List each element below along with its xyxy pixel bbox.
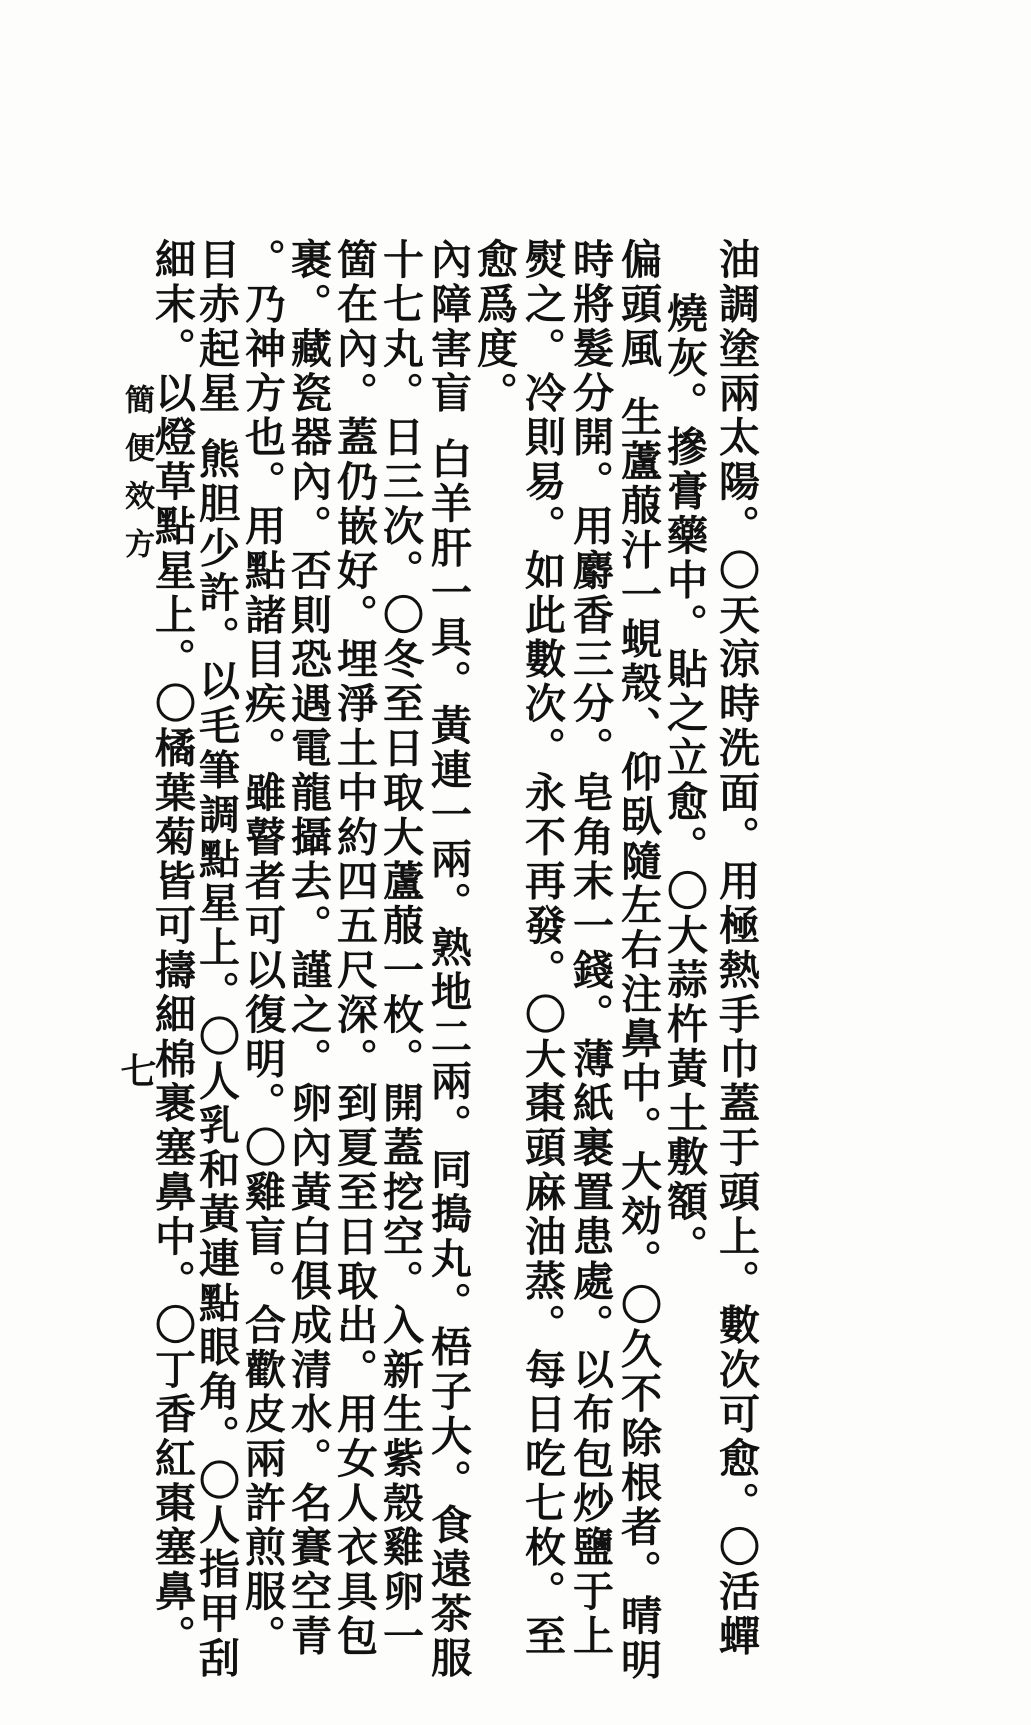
column-text: 白羊肝一具。黃連一兩。熟地二兩。同搗丸。梧子大。食遠茶服 — [424, 437, 472, 1681]
section-heading: 目赤起星 — [192, 238, 240, 416]
text-column-4 — [566, 238, 614, 1659]
column-text: 。乃神方也。用點諸目疾。雖瞽者可以復明。〇雞盲。合歡皮兩許煎服。 — [238, 238, 286, 1659]
column-text: 十七丸。日三次。〇冬至日取大蘆菔一枚。開蓋挖空。入新生紫殼雞卵一 — [376, 238, 424, 1659]
text-column-9 — [330, 238, 378, 1659]
text-column-3 — [614, 238, 662, 1683]
text-column-1 — [712, 238, 760, 1659]
column-text: 熨之。冷則易。如此數次。永不再發。〇大棗頭麻油蒸。每日吃七枚。至 — [518, 238, 566, 1659]
section-heading: 偏頭風 — [614, 238, 662, 372]
text-column-10 — [284, 238, 332, 1659]
column-text: 時將髮分開。用麝香三分。皂角末一錢。薄紙裹置患處。以布包炒鹽于上 — [566, 238, 614, 1659]
text-column-11 — [238, 238, 286, 1659]
column-text: 油調塗兩太陽。〇天涼時洗面。用極熱手巾蓋于頭上。數次可愈。〇活蟬 — [712, 238, 760, 1659]
page-number: 七 — [115, 1052, 157, 1088]
column-text: 細末。以燈草點星上。〇橘葉菊皆可擣細棉裹塞鼻中。〇丁香紅棗塞鼻。 — [148, 238, 196, 1659]
text-column-2 — [660, 292, 708, 1269]
text-column-6 — [470, 238, 518, 416]
column-text: 箇在內。蓋仍嵌好。埋淨土中約四五尺深。到夏至日取出。用女人衣具包 — [330, 238, 378, 1659]
book-title-margin: 簡便效方 — [119, 384, 154, 576]
column-text: 裹。藏瓷器內。否則恐遇電龍攝去。謹之。卵內黃白俱成清水。名賽空青 — [284, 238, 332, 1659]
column-text: 生蘆菔汁一蜆殼、仰臥隨左右注鼻中。大効。〇久不除根者。晴明 — [614, 395, 662, 1683]
section-heading: 內障害盲 — [424, 238, 472, 416]
column-text: 愈爲度。 — [470, 238, 518, 416]
text-column-12 — [192, 238, 240, 1681]
text-column-8 — [376, 238, 424, 1659]
column-text: 熊胆少許。以毛筆調點星上。〇人乳和黃連點眼角。〇人指甲刮 — [192, 437, 240, 1681]
column-text: 燒灰。摻膏藥中。貼之立愈。〇大蒜杵黃土敷額。 — [660, 292, 708, 1269]
text-column-5 — [518, 238, 566, 1659]
text-column-7 — [424, 238, 472, 1681]
